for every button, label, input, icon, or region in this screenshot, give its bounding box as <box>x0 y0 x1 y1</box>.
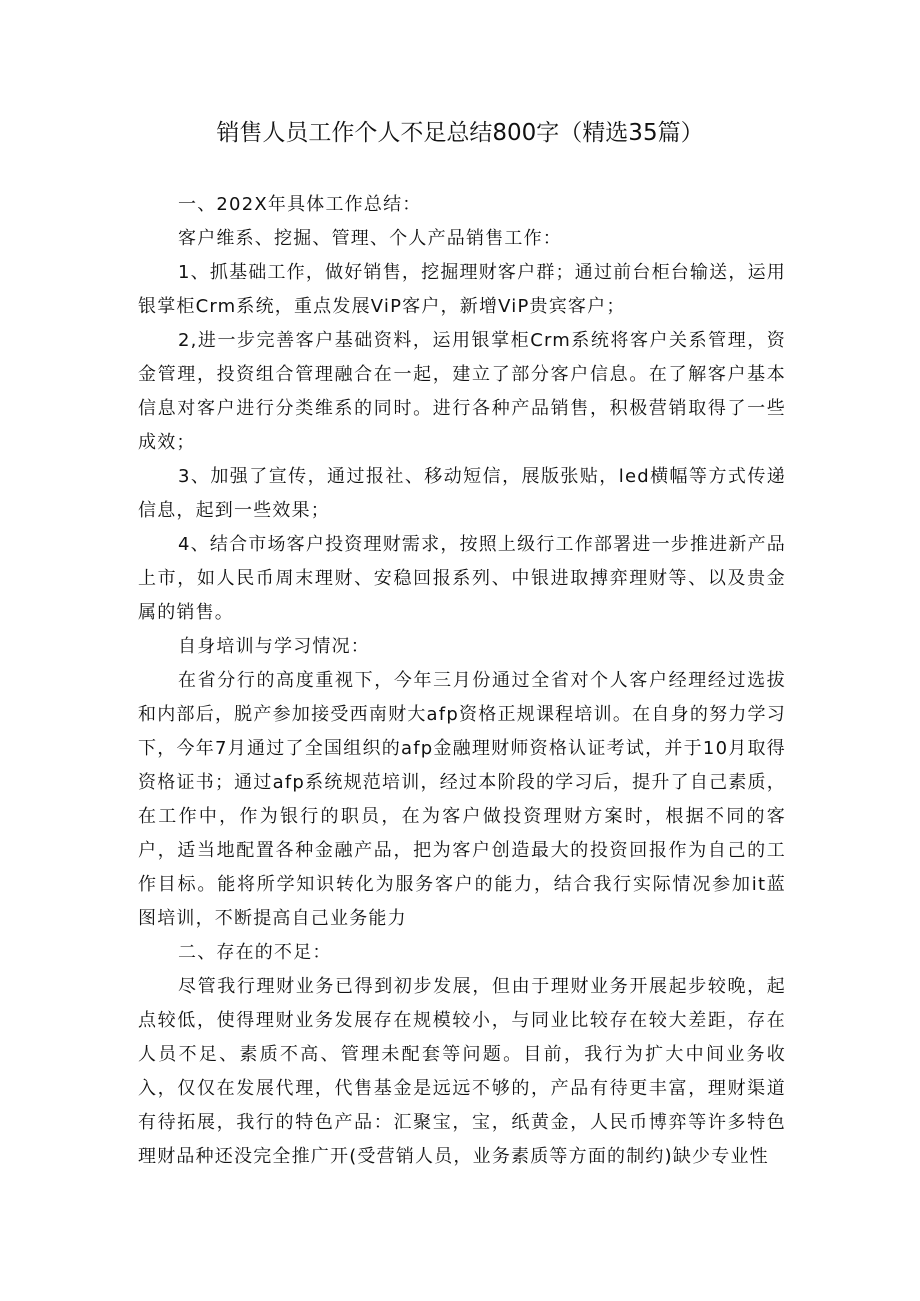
subheading-customer-work: 客户维系、挖掘、管理、个人产品销售工作： <box>178 228 562 249</box>
paragraph-item-2: 2,进一步完善客户基础资料，运用银掌柜Crm系统将客户关系管理，资金管理，投资组合管理融合在一起，建立了部分客户信息。在了解客户基本信息对客户进行分类维系的同时。进行各种产品销售，积极营销取得了一些成效； <box>138 330 786 453</box>
paragraph-training: 在省分行的高度重视下，今年三月份通过全省对个人客户经理经过选拔和内部后，脱产参加接受西南财大afp资格正规课程培训。在自身的努力学习下，今年7月通过了全国组织的afp金融理财师资格认证考试，并于10月取得资格证书；通过afp系统规范培训，经过本阶段的学习后，提升了自己素质，在工作中，作为银行的职员，在为客户做投资理财方案时，根据不同的客户，适当地配置各种金融产品，把为客户创造最大的投资回报作为自己的工作目标。能将所学知识转化为服务客户的能力，结合我行实际情况参加it蓝图培训，不断提高自己业务能力 <box>138 670 786 929</box>
section-heading-shortcomings: 二、存在的不足： <box>178 942 332 963</box>
subheading-training: 自身培训与学习情况： <box>178 636 370 657</box>
document-body <box>138 188 786 1174</box>
paragraph-item-1: 1、抓基础工作，做好销售，挖掘理财客户群；通过前台柜台输送，运用银掌柜Crm系统，重点发展ViP客户，新增ViP贵宾客户； <box>138 262 786 317</box>
paragraph-item-3: 3、加强了宣传，通过报社、移动短信，展版张贴，led横幅等方式传递信息，起到一些效果； <box>138 466 786 521</box>
section-heading-summary: 一、202X年具体工作总结： <box>178 194 422 215</box>
paragraph-item-4: 4、结合市场客户投资理财需求，按照上级行工作部署进一步推进新产品上市，如人民币周末理财、安稳回报系列、中银进取搏弈理财等、以及贵金属的销售。 <box>138 534 786 623</box>
paragraph-shortcomings: 尽管我行理财业务已得到初步发展，但由于理财业务开展起步较晚，起点较低，使得理财业务发展存在规模较小，与同业比较存在较大差距，存在人员不足、素质不高、管理未配套等问题。目前，我行为扩大中间业务收入，仅仅在发展代理，代售基金是远远不够的，产品有待更丰富，理财渠道有待拓展，我行的特色产品：汇聚宝，宝，纸黄金，人民币博弈等许多特色理财品种还没完全推广开(受营销人员，业务素质等方面的制约)缺少专业性 <box>138 976 786 1167</box>
document-title: 销售人员工作个人不足总结800字（精选35篇） <box>216 120 704 146</box>
